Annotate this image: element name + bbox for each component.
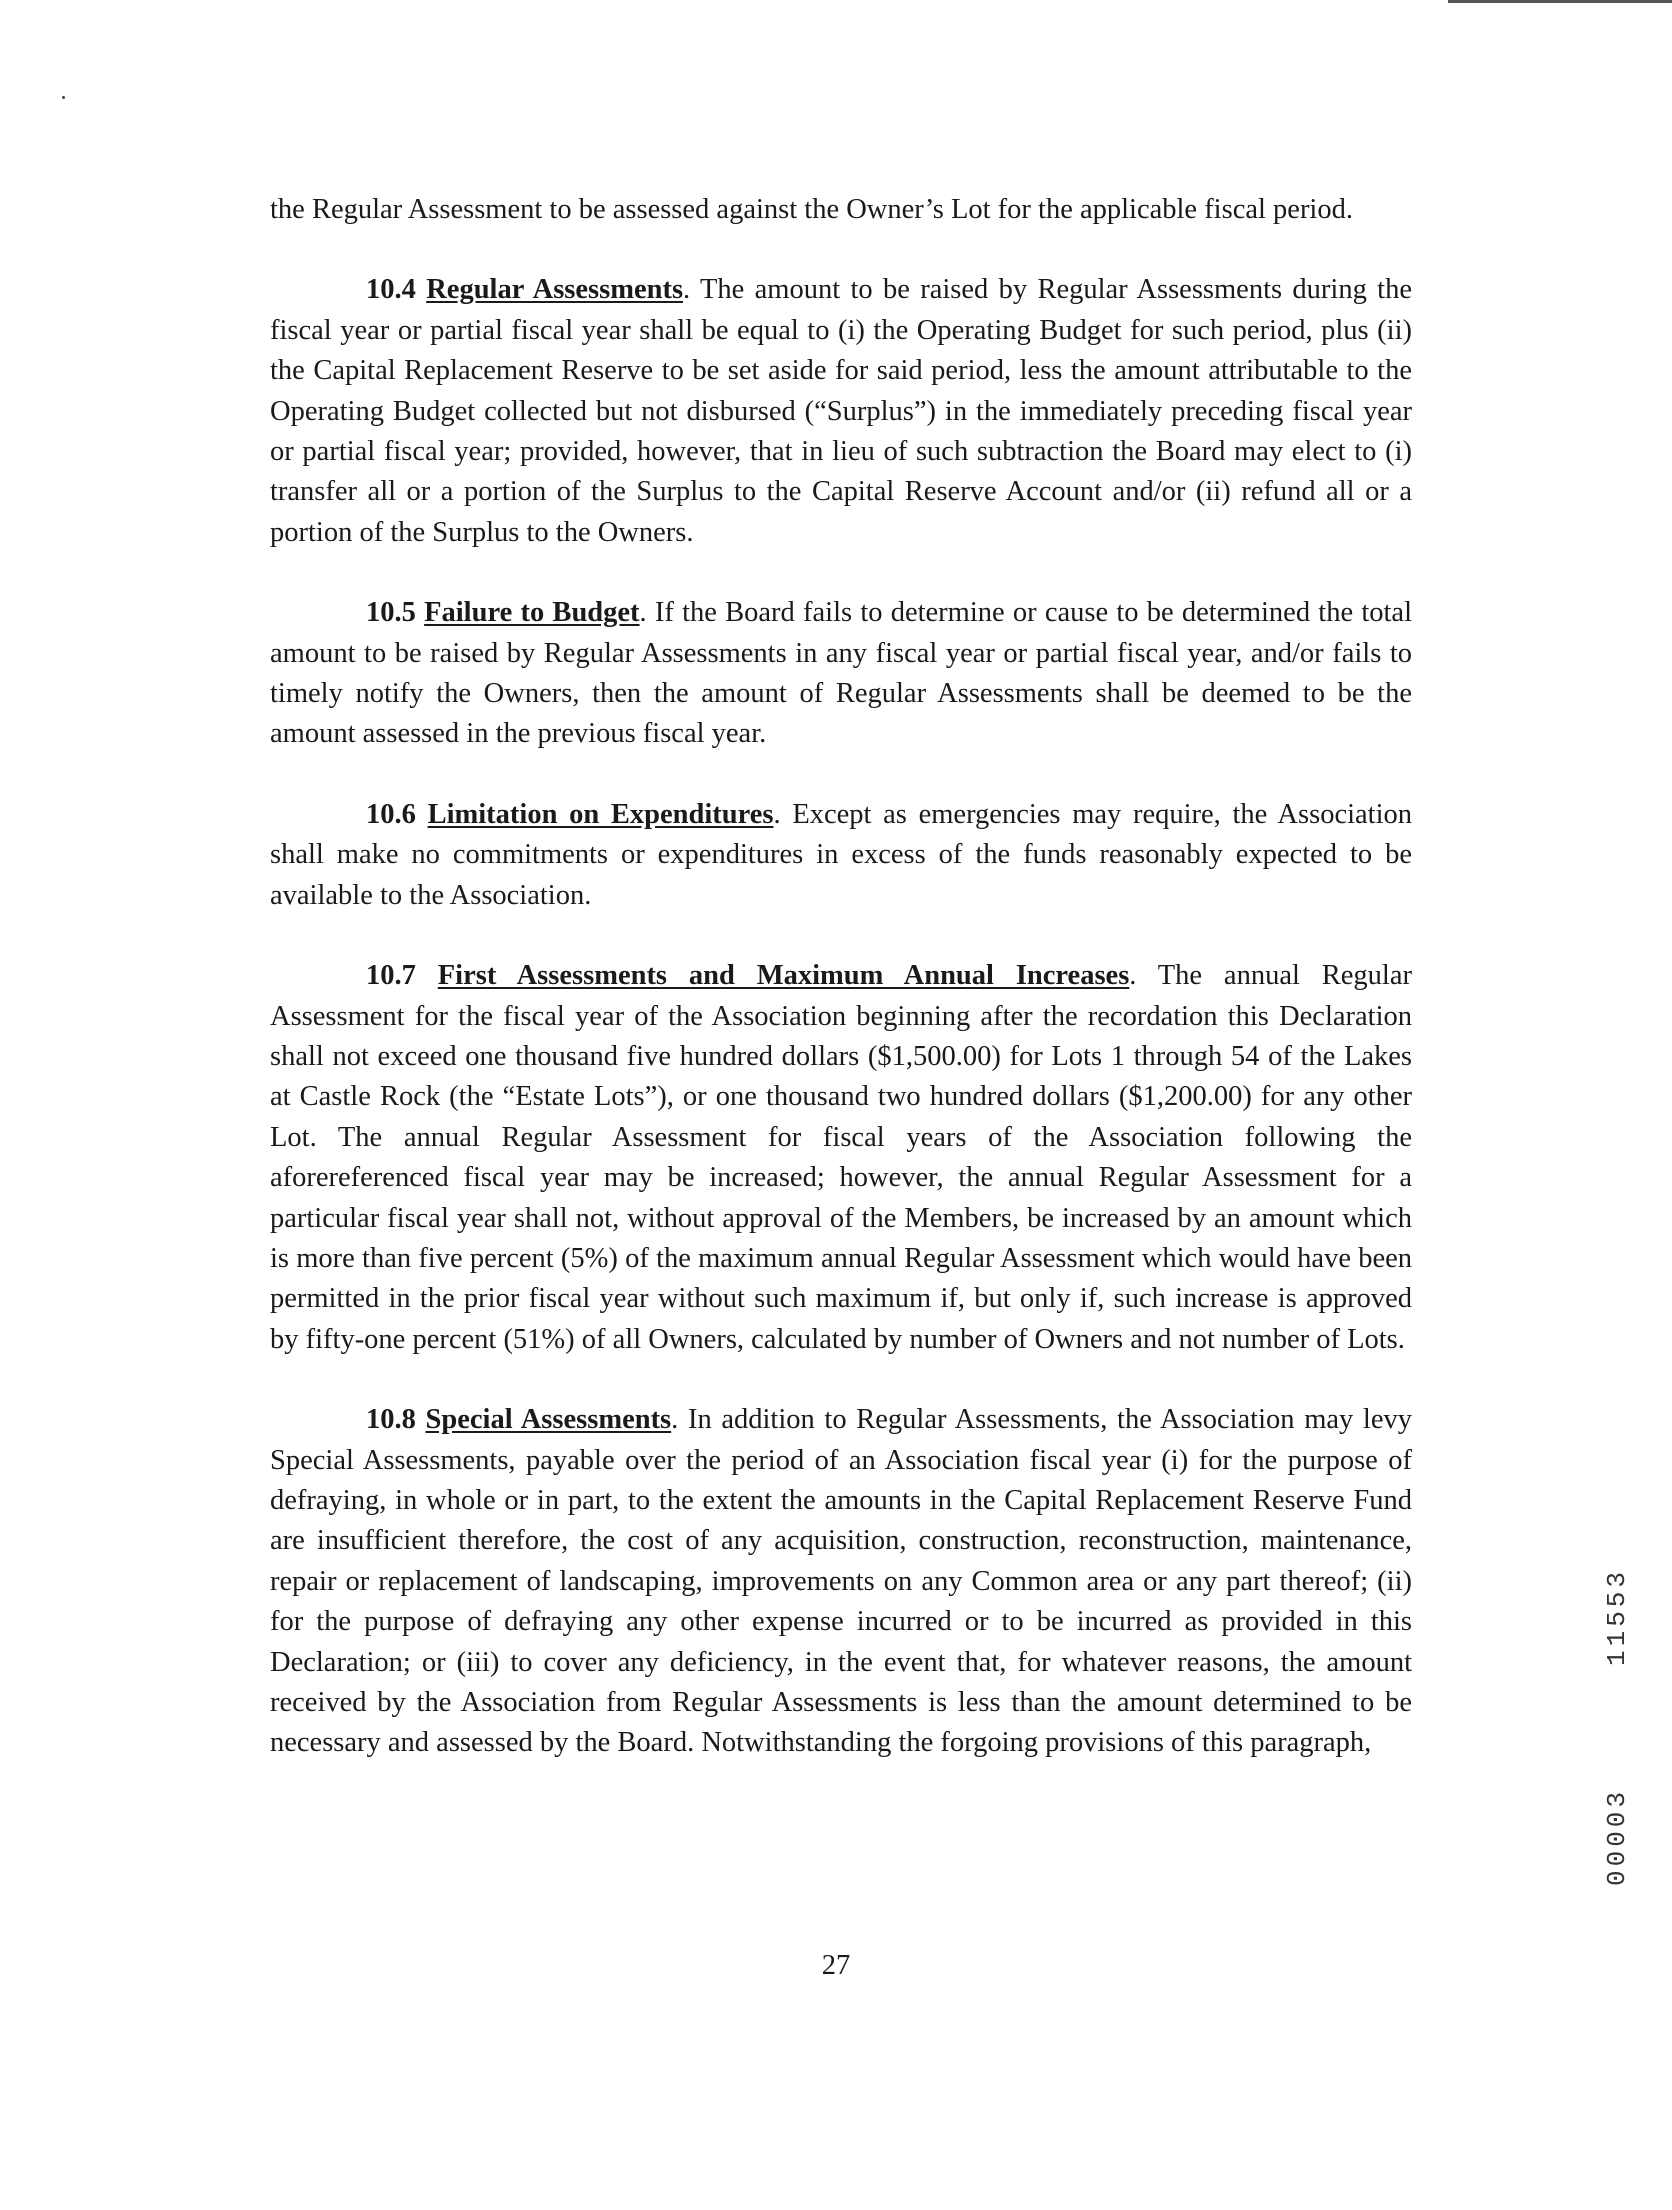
stamp-number-upper: 11553 xyxy=(1602,1568,1632,1667)
stamp-number-lower: 00003 xyxy=(1602,1788,1632,1887)
section-number: 10.6 xyxy=(366,798,416,830)
section-title: Failure to Budget xyxy=(424,597,640,629)
continuation-paragraph: the Regular Assessment to be assessed against the Owner’s Lot for the applicable fiscal period. xyxy=(270,194,1353,225)
section-10-7 xyxy=(270,956,1412,1360)
section-title: Special Assessments xyxy=(425,1404,672,1436)
scan-speck xyxy=(62,96,65,99)
section-number: 10.4 xyxy=(366,274,416,306)
section-title: Regular Assessments xyxy=(426,274,684,306)
section-body: . The annual Regular Assessment for the fiscal year of the Association beginning after the recordation this Declaration shall not exceed one thousand five hundred dollars ($1,500.00) for Lots 1 through 54 of the Lakes at Castle Rock (the “Estate Lots”), or one thousand two hundred dollars ($1,200.00) for any other Lot. The annual Regular Assessment for fiscal years of the Association following the aforereferenced fiscal year may be increased; however, the annual Regular Assessment for a particular fiscal year shall not, without approval of the Members, be increased by an amount which is more than five percent (5%) of the maximum annual Regular Assessment which would have been permitted in the prior fiscal year without such maximum if, but only if, such increase is approved by fifty-one percent (51%) of all Owners, calculated by number of Owners and not number of Lots. xyxy=(270,960,1412,1355)
body-text xyxy=(270,190,1412,1804)
section-body: . Except as emergencies may require, the Association shall make no commitments or expenditures in excess of the funds reasonably expected to be available to the Association. xyxy=(270,798,1412,911)
section-number: 10.5 xyxy=(366,597,416,629)
section-10-5 xyxy=(270,593,1412,755)
section-body: . The amount to be raised by Regular Assessments during the fiscal year or partial fiscal year shall be equal to (i) the Operating Budget for such period, plus (ii) the Capital Replacement Reserve to be set aside for said period, less the amount attributable to the Operating Budget collected but not disbursed (“Surplus”) in the immediately preceding fiscal year or partial fiscal year; provided, however, that in lieu of such subtraction the Board may elect to (i) transfer all or a portion of the Surplus to the Capital Reserve Account and/or (ii) refund all or a portion of the Surplus to the Owners. xyxy=(270,274,1412,548)
section-10-8 xyxy=(270,1400,1412,1764)
section-body: . If the Board fails to determine or cause to be determined the total amount to be raised by Regular Assessments in any fiscal year or partial fiscal year, and/or fails to timely notify the Owners, then the amount of Regular Assessments shall be deemed to be the amount assessed in the previous fiscal year. xyxy=(270,597,1412,750)
margin-recording-stamp xyxy=(1598,1568,1638,1958)
section-number: 10.7 xyxy=(366,960,416,992)
top-edge-rule xyxy=(1448,0,1672,3)
section-title: Limitation on Expenditures xyxy=(427,798,774,830)
section-title: First Assessments and Maximum Annual Increases xyxy=(437,960,1130,992)
section-10-6 xyxy=(270,795,1412,916)
section-10-4 xyxy=(270,270,1412,553)
section-body: . In addition to Regular Assessments, the Association may levy Special Assessments, payable over the period of an Association fiscal year (i) for the purpose of defraying, in whole or in part, to the extent the amounts in the Capital Replacement Reserve Fund are insufficient therefore, the cost of any acquisition, construction, reconstruction, maintenance, repair or replacement of landscaping, improvements on any Common area or any part thereof; (ii) for the purpose of defraying any other expense incurred or to be incurred as provided in this Declaration; or (iii) to cover any deficiency, in the event that, for whatever reasons, the amount received by the Association from Regular Assessments is less than the amount determined to be necessary and assessed by the Board. Notwithstanding the forgoing provisions of this paragraph, xyxy=(270,1404,1412,1759)
page-number: 27 xyxy=(821,1950,851,1981)
section-number: 10.8 xyxy=(366,1404,416,1436)
